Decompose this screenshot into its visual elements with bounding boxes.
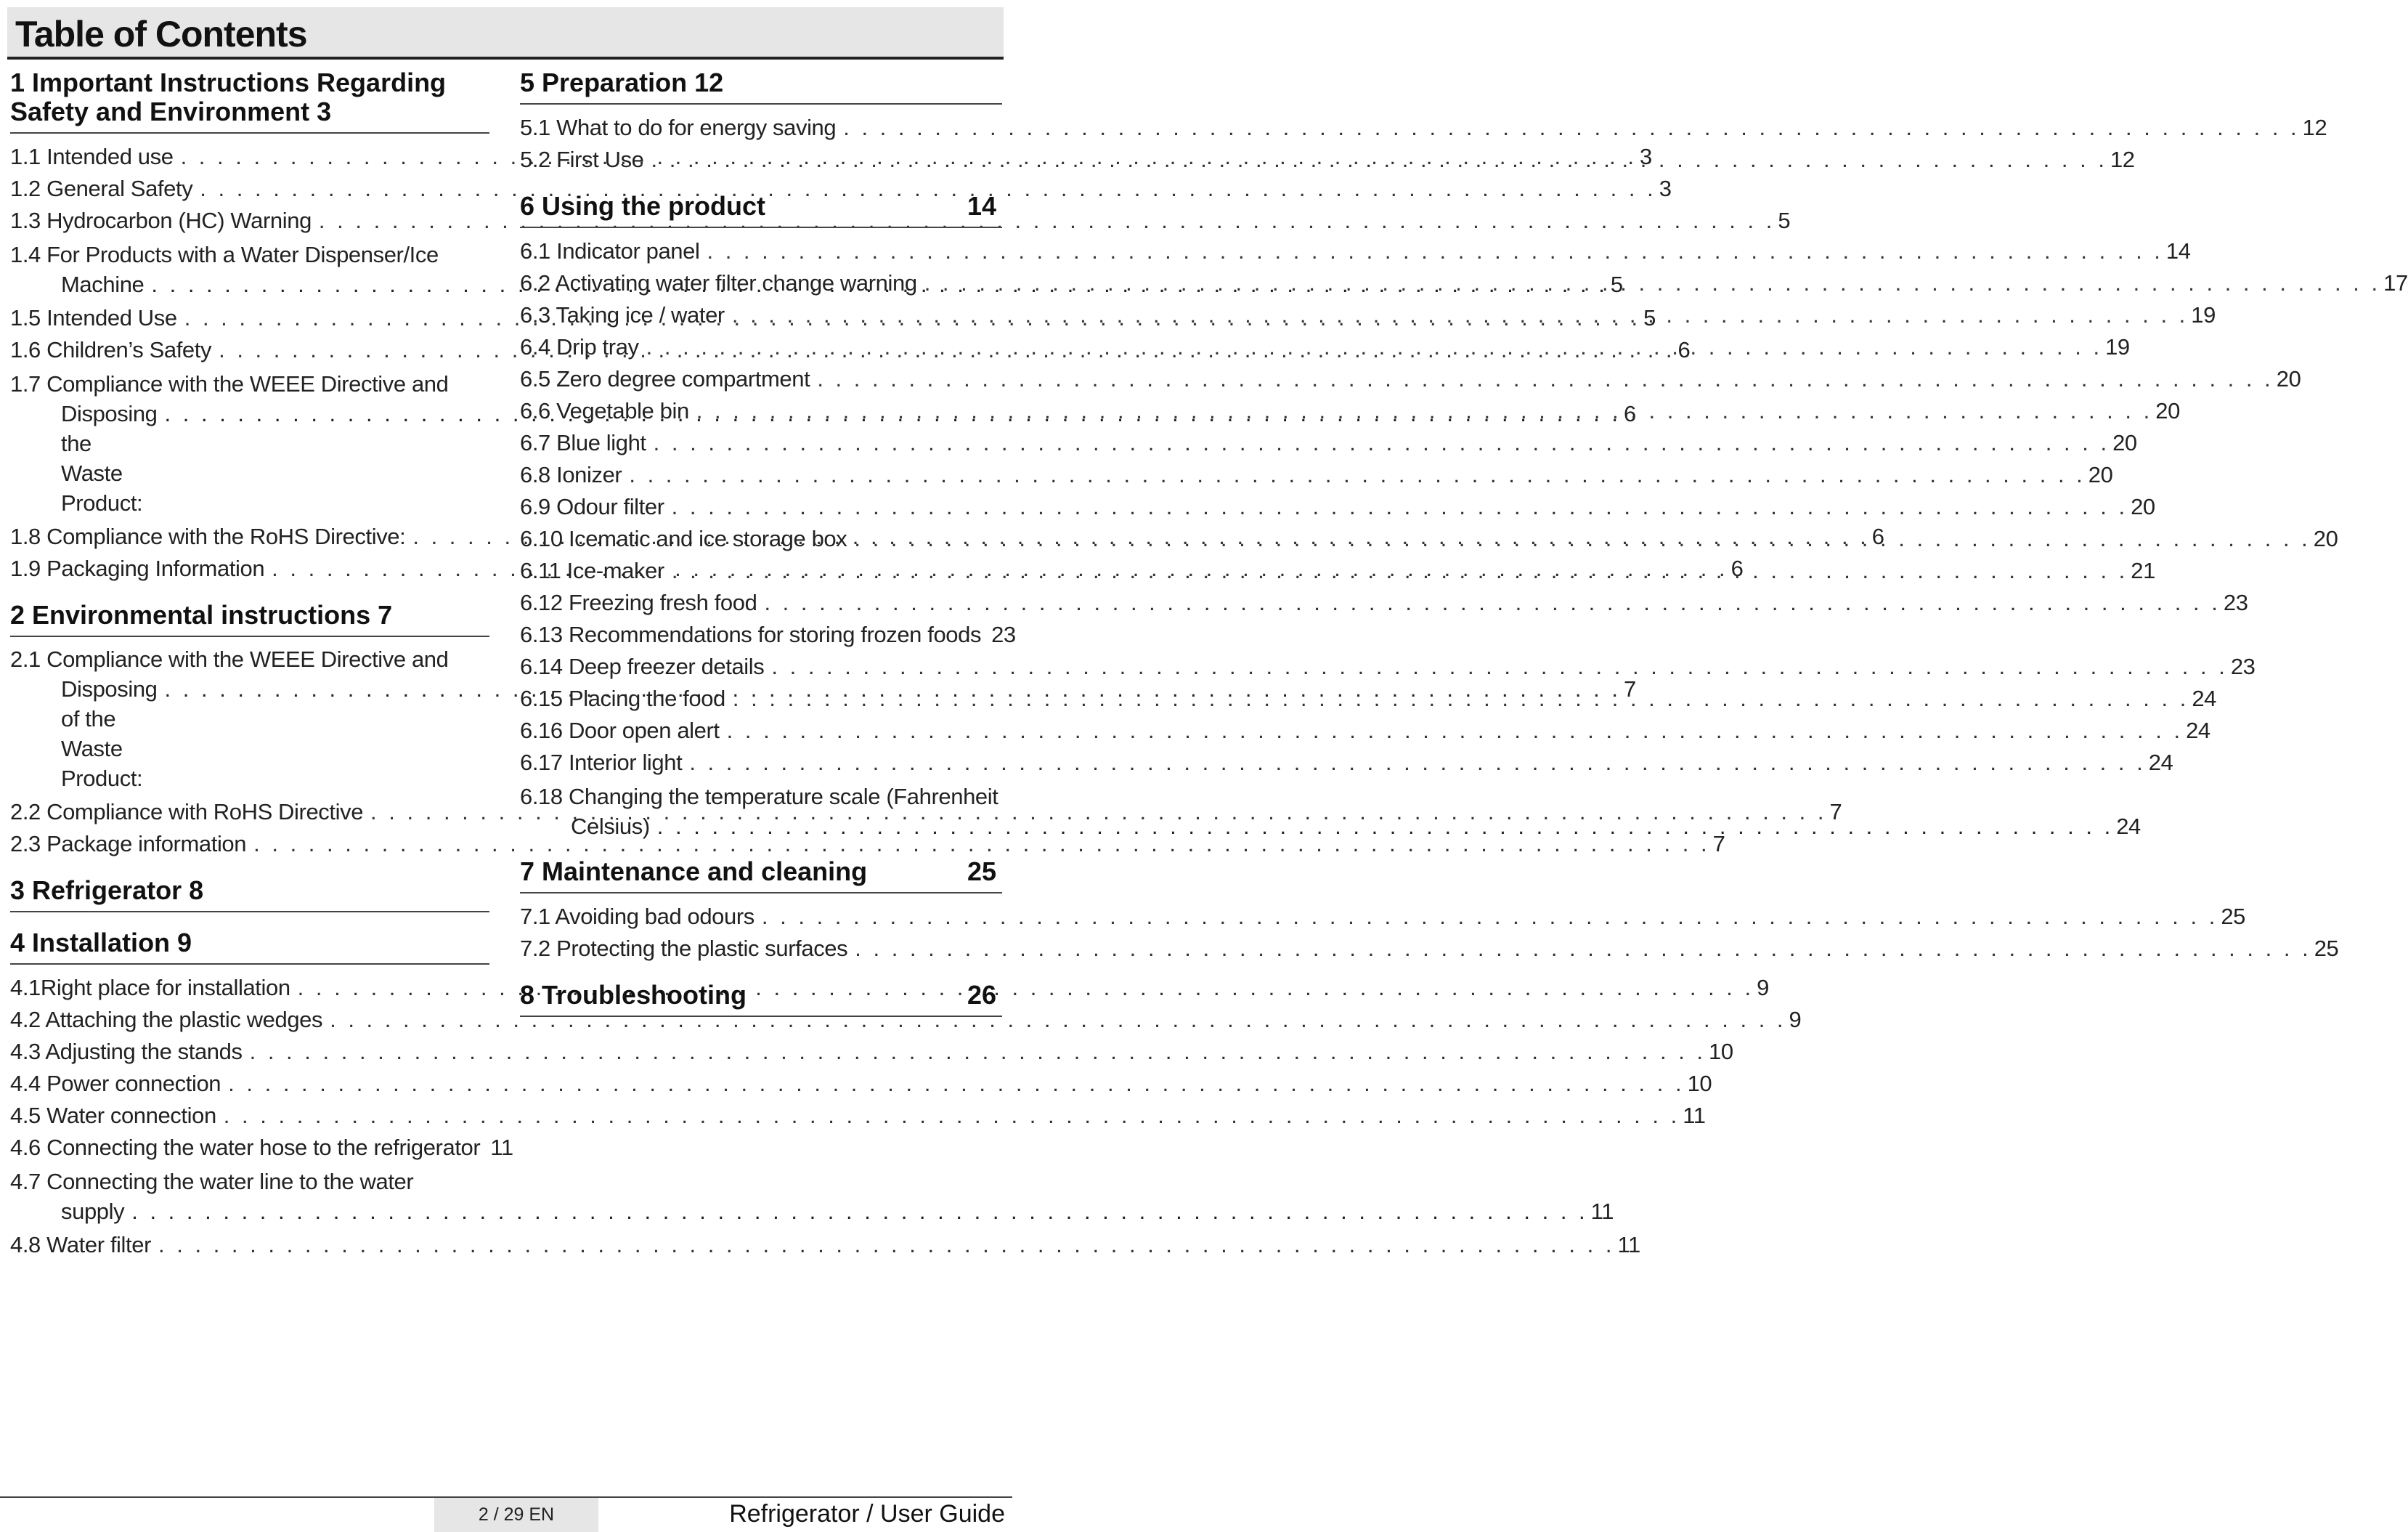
entry-page-number: 11 (1590, 1199, 1614, 1224)
toc-entry[interactable] (520, 267, 2408, 299)
entry-page-number: 10 (1709, 1039, 1733, 1064)
toc-section (520, 981, 1002, 1017)
entry-label: 1.2 General Safety (10, 176, 193, 201)
dot-leader (224, 1100, 1680, 1132)
entry-page-number: 20 (2276, 366, 2301, 392)
entry-page-number: 14 (2165, 238, 2191, 264)
dot-leader (298, 972, 1754, 1004)
toc-section (10, 876, 489, 912)
entry-label: 5.1 What to do for energy saving (520, 115, 837, 140)
toc-entry[interactable] (520, 587, 2248, 619)
entry-label: 1.5 Intended Use (10, 305, 177, 331)
toc-entry[interactable] (520, 651, 2256, 683)
entry-page-number: 9 (1757, 975, 1769, 1000)
section-heading[interactable] (10, 601, 489, 637)
entry-label: 5.2 First Use (520, 147, 644, 172)
entry-label: 4.5 Water connection (10, 1103, 216, 1128)
section-heading-text: 6 Using the product (520, 191, 766, 221)
entry-label: 7.1 Avoiding bad odours (520, 904, 754, 929)
entry-label: 6.16 Door open alert (520, 718, 720, 743)
toc-entry[interactable] (520, 144, 2135, 176)
entry-page-number: 7 (1829, 799, 1842, 824)
entry-label: 6.14 Deep freezer details (520, 654, 765, 679)
entry-page-number: 11 (1617, 1232, 1640, 1257)
entry-page-number: 24 (2186, 718, 2210, 743)
entry-label-continued: Disposing the Waste Product: (61, 401, 158, 516)
entry-page-number: 25 (2221, 904, 2246, 929)
dot-leader (764, 587, 2220, 619)
entry-page-number: 9 (1789, 1007, 1802, 1032)
toc-entry[interactable] (520, 491, 2155, 523)
entry-page-number: 12 (2302, 115, 2327, 140)
entry-page-number: 20 (2131, 494, 2155, 519)
toc-entry[interactable] (520, 619, 1016, 651)
entry-page-number: 23 (2223, 590, 2248, 615)
toc-entry[interactable] (520, 235, 2191, 267)
entry-label: 4.7 Connecting the water line to the water (10, 1169, 414, 1194)
section-page-number: 25 (967, 856, 996, 886)
entry-page-number: 7 (1623, 676, 1636, 702)
entry-page-number: 6 (1871, 524, 1884, 549)
entry-page-number: 11 (1683, 1103, 1706, 1128)
entry-label: 1.8 Compliance with the RoHS Directive: (10, 524, 406, 549)
toc-entry[interactable] (10, 173, 1672, 205)
toc-right-column (520, 68, 2408, 1033)
dot-leader (762, 901, 2218, 933)
toc-entry[interactable] (10, 1229, 1640, 1261)
entry-page-number: 23 (991, 622, 1016, 647)
entry-label: 4.1Right place for installation (10, 975, 290, 1000)
toc-entry[interactable] (520, 331, 2130, 363)
entry-label: 4.3 Adjusting the stands (10, 1039, 243, 1064)
entry-continuation (10, 1196, 1614, 1226)
dot-leader (654, 427, 2110, 459)
entry-label: 6.3 Taking ice / water (520, 302, 725, 328)
entry-label-continued: Disposing of the Waste Product: (61, 676, 158, 791)
page-title: Table of Contents (15, 14, 307, 54)
entry-label: 6.8 Ionizer (520, 462, 622, 487)
dot-leader (646, 331, 2102, 363)
entry-page-number: 24 (2148, 750, 2173, 775)
entry-page-number: 10 (1687, 1071, 1712, 1096)
dot-leader (629, 459, 2085, 491)
toc-entry[interactable] (10, 1004, 1802, 1036)
entry-page-number: 19 (2105, 334, 2130, 360)
dot-leader (771, 651, 2227, 683)
entry-label: 1.1 Intended use (10, 144, 174, 169)
dot-leader (817, 363, 2273, 395)
entry-label: 4.2 Attaching the plastic wedges (10, 1007, 323, 1032)
toc-entry[interactable] (520, 747, 2173, 779)
entry-label: 4.8 Water filter (10, 1232, 152, 1257)
section-heading[interactable] (10, 68, 489, 134)
section-heading-text: 5 Preparation 12 (520, 68, 724, 97)
entry-label: 6.1 Indicator panel (520, 238, 700, 264)
section-heading[interactable] (520, 192, 1002, 228)
entry-page-number: 6 (1730, 556, 1744, 581)
entry-page-number: 25 (2314, 936, 2339, 961)
entry-label: 6.15 Placing the food (520, 686, 725, 711)
entry-label: 6.12 Freezing fresh food (520, 590, 757, 615)
entry-page-number: 3 (1640, 144, 1652, 169)
entry-page-number: 5 (1643, 305, 1656, 331)
dot-leader (924, 267, 2380, 299)
toc-section (520, 191, 2408, 841)
toc-entry[interactable] (10, 1132, 513, 1164)
dot-leader (855, 933, 2311, 965)
entry-page-number: 19 (2191, 302, 2216, 328)
entry-label: 6.7 Blue light (520, 430, 646, 455)
entry-continuation (520, 811, 2141, 841)
toc-entry[interactable] (10, 1167, 1614, 1226)
toc-entry[interactable] (520, 459, 2113, 491)
dot-leader (250, 1036, 1706, 1068)
entry-label: 6.17 Interior light (520, 750, 683, 775)
entry-label: 7.2 Protecting the plastic surfaces (520, 936, 848, 961)
dot-leader (689, 747, 2145, 779)
entry-label: 6.5 Zero degree compartment (520, 366, 810, 392)
dot-leader (733, 683, 2189, 715)
entry-label: 4.4 Power connection (10, 1071, 221, 1096)
dot-leader (843, 112, 2299, 144)
section-page-number: 14 (967, 191, 996, 221)
dot-leader (651, 144, 2107, 176)
section-heading[interactable] (520, 857, 1002, 893)
toc-entry[interactable] (520, 901, 2246, 933)
section-heading-text: 8 Troubleshooting (520, 980, 747, 1010)
entry-label: 6.18 Changing the temperature scale (Fahrenheit (520, 784, 998, 809)
entry-label-continued: Celsius) (571, 814, 650, 839)
dot-leader (727, 715, 2183, 747)
entry-label: 1.7 Compliance with the WEEE Directive and (10, 371, 449, 397)
entry-page-number: 20 (2088, 462, 2113, 487)
toc-entry[interactable] (520, 933, 2339, 965)
section-page-number: 26 (967, 980, 996, 1010)
entry-page-number: 5 (1610, 272, 1623, 297)
entry-label: 6.6 Vegetable bin (520, 398, 689, 423)
entry-page-number: 24 (2116, 814, 2141, 839)
section-heading[interactable] (520, 981, 1002, 1017)
entry-label-continued: supply (61, 1199, 125, 1224)
entry-page-number: 23 (2230, 654, 2256, 679)
entry-page-number: 7 (1712, 831, 1725, 856)
entry-label: 6.2 Activating water filter change warning (520, 270, 917, 296)
toc-entry[interactable] (10, 1100, 1706, 1132)
dot-leader (228, 1068, 1684, 1100)
toc-entry[interactable] (520, 683, 2217, 715)
entry-label-continued: Machine (61, 272, 145, 297)
dot-leader (131, 1196, 1587, 1226)
toc-entry[interactable] (10, 828, 1725, 860)
entry-page-number: 5 (1778, 208, 1791, 233)
toc-entry[interactable] (10, 1036, 1733, 1068)
toc-entry[interactable] (520, 395, 2180, 427)
section-heading-text: 3 Refrigerator 8 (10, 875, 204, 905)
toc-entry[interactable] (520, 715, 2210, 747)
footer-page-number: 2 / 29 EN (434, 1498, 598, 1532)
dot-leader (672, 555, 2128, 587)
toc-entry[interactable] (10, 1068, 1712, 1100)
section-heading[interactable] (10, 876, 489, 912)
toc-section (520, 856, 2339, 965)
footer-guide-title: Refrigerator / User Guide (729, 1500, 1005, 1528)
entry-label: 1.6 Children’s Safety (10, 337, 212, 362)
toc-entry[interactable] (520, 299, 2216, 331)
dot-leader (672, 491, 2128, 523)
entry-label: 1.3 Hydrocarbon (HC) Warning (10, 208, 312, 233)
entry-page-number: 6 (1677, 337, 1691, 362)
entry-label: 6.4 Drip tray (520, 334, 639, 360)
toc-entry[interactable] (520, 523, 2338, 555)
section-heading-text: 1 Important Instructions Regarding Safety and Environment 3 (10, 68, 447, 126)
section-heading[interactable] (10, 928, 489, 965)
entry-page-number: 6 (1623, 401, 1636, 426)
entry-page-number: 17 (2383, 270, 2408, 296)
dot-leader (854, 523, 2310, 555)
entry-label: 2.3 Package information (10, 831, 247, 856)
entry-page-number: 20 (2112, 430, 2137, 455)
entry-page-number: 12 (2110, 147, 2135, 172)
toc-entry[interactable] (520, 112, 2327, 144)
entry-label: 6.9 Odour filter (520, 494, 664, 519)
toc-section (520, 68, 2327, 176)
entry-label: 2.2 Compliance with RoHS Directive (10, 799, 364, 824)
toc-entry[interactable] (520, 782, 2141, 841)
section-heading-text: 7 Maintenance and cleaning (520, 856, 868, 886)
toc-entry[interactable] (520, 363, 2301, 395)
entry-label: 4.6 Connecting the water hose to the refrigerator (10, 1135, 481, 1160)
entry-label: 6.10 Icematic and ice storage box (520, 526, 847, 551)
entry-label: 1.4 For Products with a Water Dispenser/Ice (10, 242, 439, 267)
title-bar (7, 7, 1004, 60)
section-heading-text: 4 Installation 9 (10, 928, 192, 957)
entry-label: 1.9 Packaging Information (10, 556, 265, 581)
dot-leader (732, 299, 2188, 331)
section-heading-text: 2 Environmental instructions 7 (10, 600, 393, 630)
entry-label: 6.13 Recommendations for storing frozen foods (520, 622, 982, 647)
entry-page-number: 3 (1659, 176, 1672, 201)
dot-leader (696, 395, 2152, 427)
toc-entry[interactable] (520, 427, 2137, 459)
entry-page-number: 20 (2313, 526, 2338, 551)
dot-leader (707, 235, 2163, 267)
entry-label: 6.11 Ice-maker (520, 558, 664, 583)
toc-entry[interactable] (520, 555, 2155, 587)
section-heading[interactable] (520, 68, 1002, 105)
dot-leader (657, 811, 2113, 841)
dot-leader (158, 1229, 1614, 1261)
entry-page-number: 21 (2131, 558, 2155, 583)
entry-page-number: 24 (2192, 686, 2217, 711)
entry-label: 2.1 Compliance with the WEEE Directive and (10, 647, 449, 672)
entry-page-number: 11 (490, 1135, 513, 1160)
entry-page-number: 20 (2155, 398, 2180, 423)
